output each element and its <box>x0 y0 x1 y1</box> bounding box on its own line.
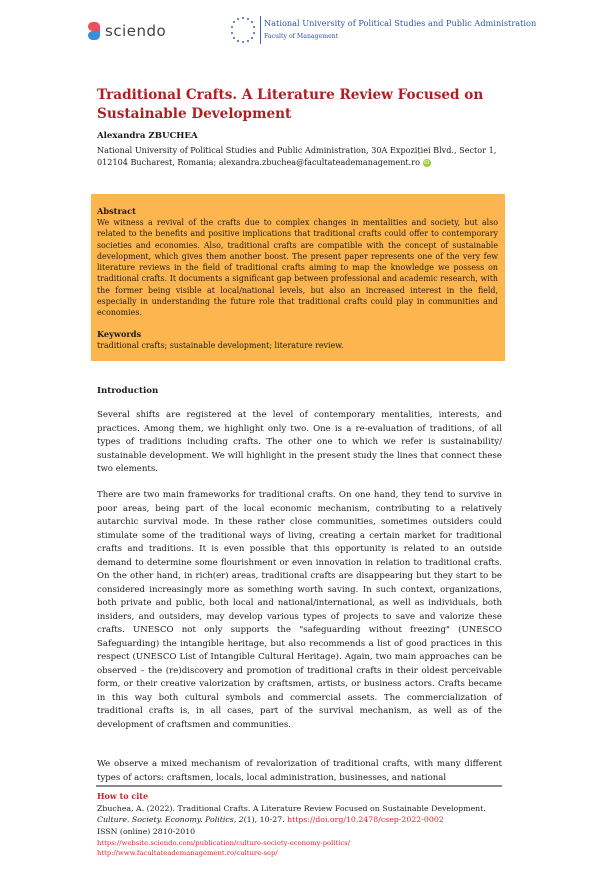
university-logo <box>230 16 536 44</box>
intro-paragraph-3: We observe a mixed mechanism of revalorization of traditional crafts, with many different types of actors: craftsmen, locals, local administration, businesses, and national <box>97 759 502 783</box>
sciendo-logo-text: sciendo <box>105 22 167 40</box>
sciendo-publication-link[interactable]: https://website.sciendo.com/publication/culture-society-economy-politics/ <box>97 838 350 847</box>
sciendo-logo <box>88 22 166 40</box>
citation-heading: How to cite <box>97 791 149 801</box>
citation-journal: Culture. Society. Economy. Politics, <box>97 815 237 825</box>
abstract-box <box>91 194 505 361</box>
doi-link[interactable]: https://doi.org/10.2478/csep-2022-0002 <box>287 815 444 825</box>
keywords-text: traditional crafts; sustainable development; literature review. <box>97 340 344 350</box>
citation-issue-pages: (1), 10-27. <box>243 815 285 825</box>
introduction-heading: Introduction <box>97 386 159 396</box>
affiliation-text: National University of Political Studies and Public Administration, 30A Expoziției Blvd., Sector 1, 012104 Bucharest, Romania; alexandra.zbuchea@facultateademanagement.ro <box>97 145 497 168</box>
issn: ISSN (online) 2810-2010 <box>97 827 196 837</box>
author-name: Alexandra ZBUCHEA <box>97 131 198 141</box>
author-affiliation <box>97 144 507 169</box>
keywords-heading: Keywords <box>97 328 142 339</box>
abstract-text: We witness a revival of the crafts due to complex changes in mentalities and society, but also related to the benefits and positive implications that traditional crafts could offer to contemporary societies and economies. Also, traditional crafts are compatible with the concept of sustainable development, which gives them another boost. The present paper represents one of the very few literature reviews in the field of traditional crafts aiming to map the knowledge we possess on traditional crafts. It documents a significant gap between professional and academic research, with the former being visible at local/national levels, but also an increased interest in the field, especially in understanding the future role that traditional crafts could play in communities and economies. <box>97 218 498 318</box>
sciendo-logo-icon <box>88 22 100 40</box>
faculty-name: Faculty of Management <box>264 33 339 40</box>
citation-block <box>97 791 507 858</box>
university-name: National University of Political Studies and Public Administration <box>264 18 537 28</box>
logo-divider <box>260 16 261 44</box>
intro-paragraph-2: There are two main frameworks for traditional crafts. On one hand, they tend to survive in poor areas, being part of the local economic mechanism, contributing to a relatively autarchic survival mode. In these rather close communities, sometimes outsiders could stimulate some of the traditional ways of living, creating a certain market for traditional crafts and traditions. It is even possible that this opportunity is related to an outside demand to determine some flourishment or even innovation in relation to traditional crafts. On the other hand, in rich(er) areas, traditional crafts are disappearing but they start to be considered increasingly more as something worth saving. In such context, organizations, both private and public, both local and national/international, as well as individuals, both insiders, and outsiders, may develop various types of projects to save and valorize these crafts. UNESCO not only supports the "safeguarding without freezing" (UNESCO Safeguarding) the intangible heritage, but also recommends a list of good practices in this respect (UNESCO List of Intangible Cultural Heritage). Again, two main approaches can be observed – the (re)discovery and promotion of traditional crafts in their oldest perceivable form, or their creative valorization by craftsmen, artists, or business actors. Crafts became in this way both cultural symbols and commercial assets. The commercialization of traditional crafts is, in all cases, part of the survival mechanism, as well as of the development of craftsmen and communities. <box>97 490 502 730</box>
citation-volume: 2 <box>238 815 244 825</box>
faculty-journal-link[interactable]: http://www.facultateademanagement.ro/culture-sep/ <box>97 848 278 857</box>
footer-divider <box>96 785 502 787</box>
citation-journal-line <box>97 814 507 826</box>
article-title: Traditional Crafts. A Literature Review Focused on Sustainable Development <box>97 87 484 122</box>
stars-circle-icon <box>230 17 256 43</box>
orcid-icon[interactable]: iD <box>423 160 430 167</box>
page-header <box>0 14 606 54</box>
citation-reference: Zbuchea, A. (2022). Traditional Crafts. A Literature Review Focused on Sustainable Development. <box>97 803 486 813</box>
abstract-heading: Abstract <box>97 206 136 216</box>
intro-paragraph-1: Several shifts are registered at the level of contemporary mentalities, interests, and practices. Among them, we highlight only two. One is a re-evaluation of traditions, of all types of traditions including crafts. The other one to which we refer is sustainability/ sustainable development. We will highlight in the present study the lines that connect these two elements. <box>97 410 502 474</box>
